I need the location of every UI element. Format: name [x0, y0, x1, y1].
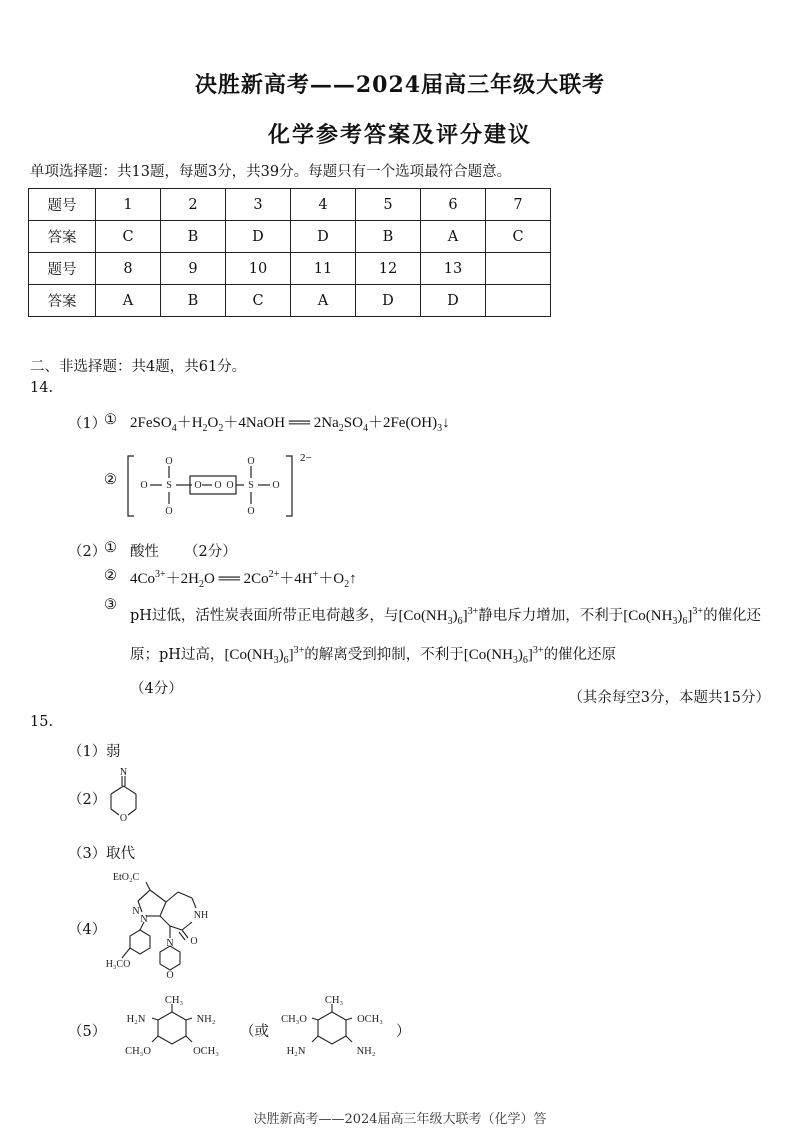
table-cell: 13 [421, 253, 486, 285]
svg-text:CH₃O: CH₃O [125, 1046, 151, 1057]
table-cell: 6 [421, 189, 486, 221]
q14-p2-item2-label: ② [104, 568, 117, 584]
table-cell [486, 285, 551, 317]
svg-text:NH: NH [193, 910, 209, 921]
svg-text:O: O [140, 480, 148, 491]
row-label: 题号 [29, 253, 96, 285]
table-row [29, 189, 551, 221]
q15-number: 15. [30, 714, 54, 730]
answer-key-title: 化学参考答案及评分建议 [267, 122, 532, 148]
table-row [29, 221, 551, 253]
q15-p3-answer: 取代 [106, 846, 135, 862]
table-cell: 1 [96, 189, 161, 221]
q14-p1-label: （1） [68, 416, 107, 432]
table-cell: D [291, 221, 356, 253]
svg-text:O: O [194, 480, 202, 491]
table-cell: B [161, 285, 226, 317]
table-cell: 11 [291, 253, 356, 285]
q14-p1-item2-label: ② [104, 472, 117, 488]
table-cell: C [96, 221, 161, 253]
text-span: 的催化还原 [543, 647, 617, 663]
table-cell: A [421, 221, 486, 253]
q14-p1-equation: $2FeSO_4+H_2O_2+4NaOH$ ══ $2Na_2SO_4+2Fe(OH)_3↓$ [130, 415, 450, 434]
table-cell: 5 [356, 189, 421, 221]
svg-text:O: O [190, 936, 198, 947]
svg-text:OCH₃: OCH₃ [357, 1014, 383, 1025]
svg-text:H₃CO: H₃CO [105, 959, 131, 970]
text-span: pH过低，活性炭表面所带正电荷越多，与 [130, 608, 399, 624]
q15-p3-label: （3） [68, 846, 107, 862]
svg-text:N: N [140, 914, 148, 925]
svg-text:H₂N: H₂N [286, 1046, 306, 1057]
table-cell: D [421, 285, 486, 317]
svg-text:CH₃: CH₃ [164, 995, 184, 1006]
answer5-structure-a [112, 994, 234, 1064]
text-span: 的解离受到抑制，不利于 [304, 647, 464, 663]
table-cell: D [226, 221, 291, 253]
q15-p5-label: （5） [68, 1024, 107, 1040]
q15-p2-label: （2） [68, 792, 107, 808]
peroxodisulfate-structure [124, 452, 300, 520]
table-row [29, 285, 551, 317]
svg-text:O: O [119, 813, 128, 824]
svg-text:O: O [214, 480, 222, 491]
complex-formula: $[Co(NH_3)_6]^{3+}$ [463, 645, 544, 666]
table-cell: 4 [291, 189, 356, 221]
table-cell: 12 [356, 253, 421, 285]
table-cell [486, 253, 551, 285]
table-cell: 2 [161, 189, 226, 221]
svg-text:OCH₃: OCH₃ [193, 1046, 219, 1057]
part1-heading: 单项选择题：共13题，每题3分，共39分。每题只有一个选项最符合题意。 [30, 164, 512, 180]
answer5-structure-b [268, 994, 398, 1064]
svg-text:O: O [226, 480, 234, 491]
complex-formula: $[Co(NH_3)_6]^{3+}$ [224, 645, 305, 666]
q14-p2-item3-label: ③ [104, 597, 117, 613]
q14-note: （其余每空3分，本题共15分） [568, 690, 770, 706]
svg-text:N: N [132, 906, 140, 917]
table-cell: D [356, 285, 421, 317]
svg-text:O: O [165, 506, 173, 517]
q14-p2-item1-answer: 酸性 [130, 544, 159, 560]
text-span: 静电斥力增加，不利于 [478, 608, 624, 624]
q15-p1-label: （1） [68, 744, 107, 760]
q15-p5-or: （或 [240, 1024, 269, 1040]
svg-text:CH₃: CH₃ [324, 995, 344, 1006]
table-cell: B [161, 221, 226, 253]
q14-p2-item3-score: （4分） [130, 681, 183, 697]
table-cell: B [356, 221, 421, 253]
ion-charge: 2− [300, 452, 312, 464]
svg-text:O: O [247, 506, 255, 517]
svg-text:S: S [166, 480, 172, 491]
answer-table [28, 188, 551, 317]
page-footer: 决胜新高考——2024届高三年级大联考（化学）答 [253, 1112, 547, 1127]
exam-title: 决胜新高考——2024届高三年级大联考 [194, 72, 606, 98]
svg-text:O: O [247, 456, 255, 467]
part2-heading: 二、非选择题：共4题，共61分。 [30, 359, 247, 375]
complex-formula: $[Co(NH_3)_6]^{3+}$ [623, 606, 704, 627]
row-label: 答案 [29, 285, 96, 317]
q15-p1-answer: 弱 [106, 744, 121, 760]
svg-text:N: N [166, 938, 174, 949]
q14-p2-item1-label: ① [104, 540, 117, 556]
table-cell: C [226, 285, 291, 317]
q14-p1-item1-label: ① [104, 412, 117, 428]
svg-text:EtO₂C: EtO₂C [112, 872, 140, 883]
row-label: 题号 [29, 189, 96, 221]
table-cell: 9 [161, 253, 226, 285]
svg-text:H₂N: H₂N [126, 1014, 146, 1025]
q14-p2-equation: $4Co^{3+}+2H_2O$ ══ $2Co^{2+}+4H^++O_2↑$ [130, 569, 357, 590]
text-span: 的催化还原；pH过高， [130, 608, 762, 663]
table-row [29, 253, 551, 285]
table-cell: C [486, 221, 551, 253]
svg-text:NH₂: NH₂ [196, 1014, 216, 1025]
svg-text:O: O [166, 970, 174, 980]
q15-p4-label: （4） [68, 922, 107, 938]
q15-p5-close: ） [396, 1024, 411, 1040]
table-cell: 8 [96, 253, 161, 285]
svg-text:NH₂: NH₂ [356, 1046, 376, 1057]
svg-text:S: S [248, 480, 254, 491]
svg-text:CH₃O: CH₃O [281, 1014, 307, 1025]
table-cell: 3 [226, 189, 291, 221]
svg-text:N: N [119, 768, 128, 778]
table-cell: 10 [226, 253, 291, 285]
table-cell: 7 [486, 189, 551, 221]
product-structure [104, 868, 224, 980]
q14-p2-item1-score: （2分） [184, 544, 237, 560]
row-label: 答案 [29, 221, 96, 253]
svg-text:O: O [165, 456, 173, 467]
table-cell: A [96, 285, 161, 317]
q14-p2-label: （2） [68, 544, 107, 560]
svg-text:O: O [272, 480, 280, 491]
table-cell: A [291, 285, 356, 317]
q14-number: 14. [30, 380, 54, 396]
complex-formula: $[Co(NH_3)_6]^{3+}$ [398, 606, 479, 627]
morpholine-imine-structure [100, 768, 150, 830]
